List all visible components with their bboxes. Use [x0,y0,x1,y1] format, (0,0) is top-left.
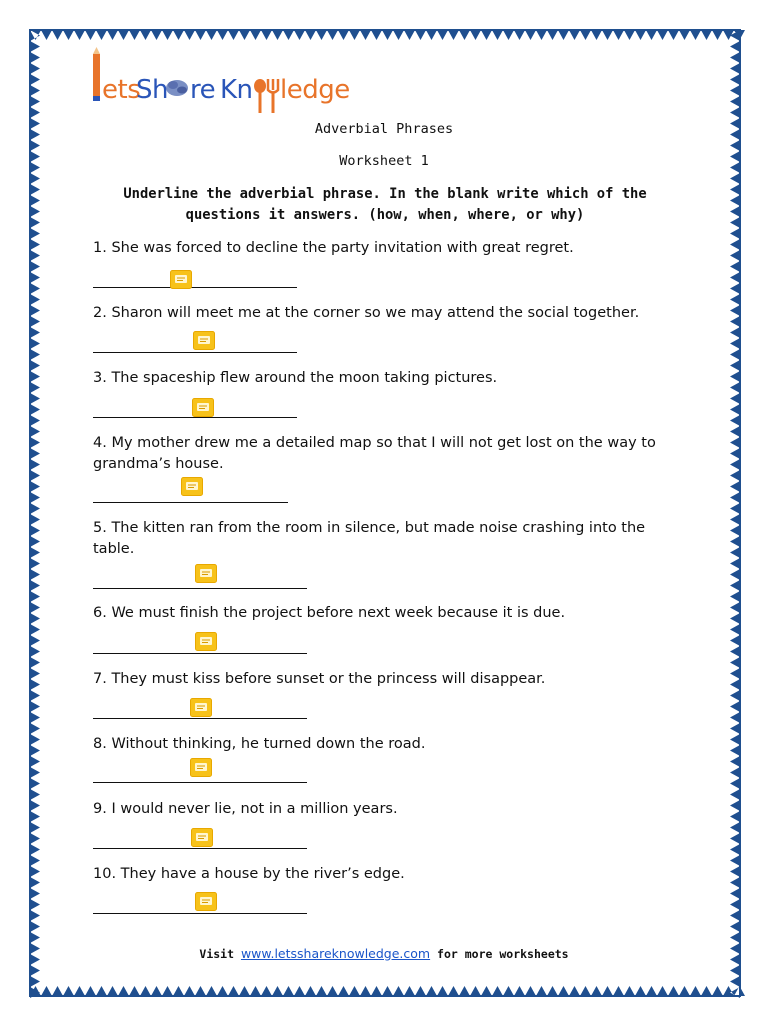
question-9: 9. I would never lie, not in a million years. [93,801,398,817]
comment-icon[interactable] [181,477,203,496]
brain-icon [166,80,188,96]
answer-blank-2[interactable] [93,351,297,353]
question-4: 4. My mother drew me a detailed map so that I will not get lost on the way to grandma’s house. [93,435,656,472]
worksheet-title: Adverbial Phrases [314,121,454,137]
answer-blank-1[interactable] [93,286,297,288]
footer-prefix: Visit [199,947,235,961]
comment-icon[interactable] [170,270,192,289]
comment-icon[interactable] [195,892,217,911]
footer [0,946,768,961]
question-1: 1. She was forced to decline the party invitation with great regret. [93,240,574,256]
answer-blank-10[interactable] [93,912,307,914]
logo-text-sh: Sh [136,75,168,105]
border-frame [30,30,740,996]
question-10: 10. They have a house by the river’s edge. [93,866,405,882]
question-2: 2. Sharon will meet me at the corner so we may attend the social together. [93,305,640,321]
answer-blank-7[interactable] [93,717,307,719]
pencil-icon [93,47,100,101]
logo-text-re: re [190,75,216,105]
worksheet-number: Worksheet 1 [339,153,429,169]
question-6: 6. We must finish the project before next week because it is due. [93,605,566,621]
answer-blank-9[interactable] [93,847,307,849]
question-3: 3. The spaceship flew around the moon taking pictures. [93,370,498,386]
comment-icon[interactable] [195,632,217,651]
question-7: 7. They must kiss before sunset or the princess will disappear. [93,671,546,687]
fork-icon [268,79,278,113]
comment-icon[interactable] [193,331,215,350]
comment-icon[interactable] [191,828,213,847]
question-8: 8. Without thinking, he turned down the road. [93,736,426,752]
spoon-icon [254,79,266,113]
lets-share-knowledge-logo [90,46,360,116]
logo-text-kn: Kn [220,75,253,105]
question-5: 5. The kitten ran from the room in silence, but made noise crashing into the table. [93,520,646,557]
answer-blank-8[interactable] [93,781,307,783]
comment-icon[interactable] [192,398,214,417]
instructions: Underline the adverbial phrase. In the blank write which of the questions it answers. (how, when, where, or why) [123,186,647,223]
comment-icon[interactable] [190,758,212,777]
footer-suffix: for more worksheets [437,947,569,961]
logo-text-ets: ets [102,75,141,105]
answer-blank-6[interactable] [93,652,307,654]
answer-blank-4[interactable] [93,501,288,503]
border-triangles [30,30,745,998]
comment-icon[interactable] [190,698,212,717]
answer-blank-5[interactable] [93,587,307,589]
website-link[interactable]: www.letsshareknowledge.com [240,946,431,961]
logo-text-ledge: ledge [280,75,350,105]
comment-icon[interactable] [195,564,217,583]
